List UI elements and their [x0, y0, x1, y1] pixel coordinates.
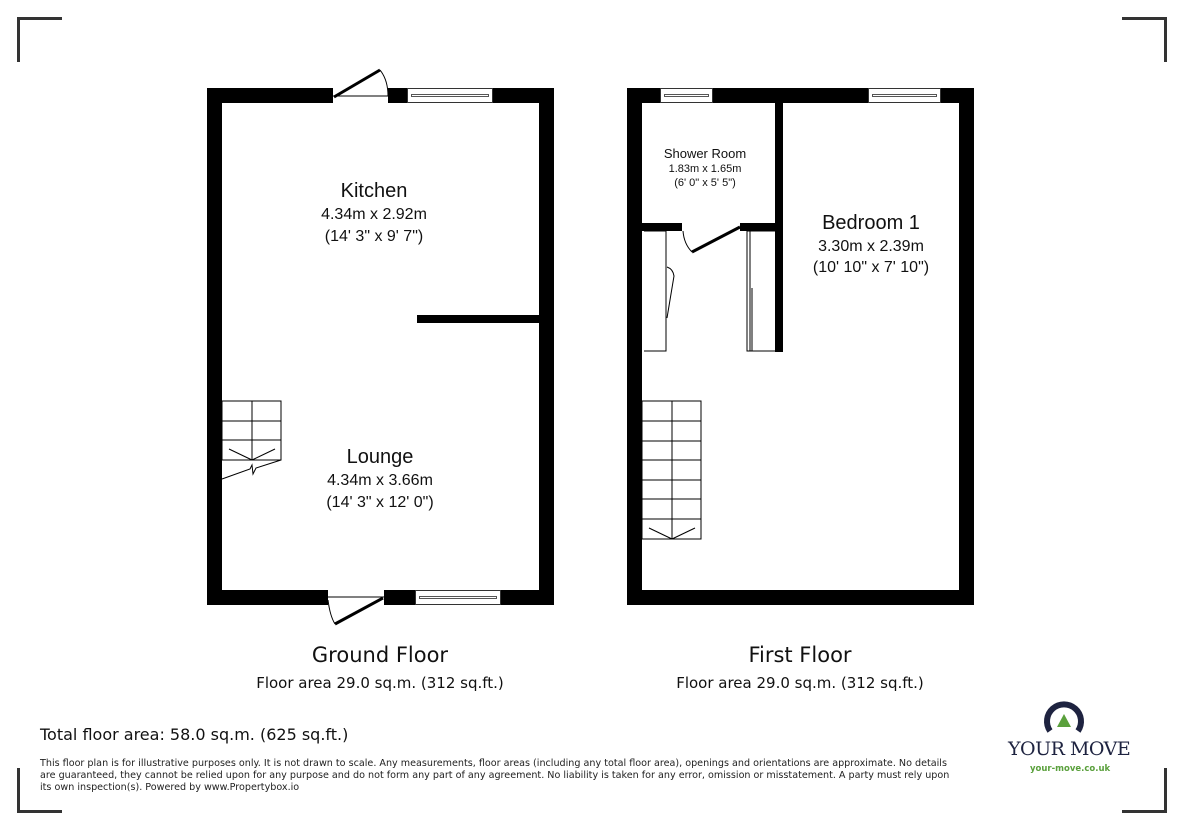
- wall: [627, 590, 974, 605]
- floor-area-first: Floor area 29.0 sq.m. (312 sq.ft.): [676, 674, 924, 692]
- partition-wall: [642, 223, 682, 231]
- room-name-kitchen: Kitchen: [340, 180, 408, 202]
- floor-title-first: First Floor: [748, 643, 852, 667]
- wall: [627, 88, 642, 605]
- room-dimensions-metric: 4.34m x 3.66m: [327, 472, 433, 489]
- wall: [713, 88, 868, 103]
- door-icon: [683, 227, 740, 252]
- room-dimensions-imperial: (6' 0" x 5' 5"): [674, 177, 736, 189]
- window: [415, 590, 501, 605]
- cupboard-icon: [644, 231, 674, 351]
- staircase-icon: [222, 401, 281, 479]
- window: [868, 88, 941, 103]
- wall: [207, 88, 333, 103]
- staircase-icon: [642, 401, 701, 539]
- wall: [959, 88, 974, 605]
- wall: [539, 88, 554, 605]
- corner-mark-top-left: [17, 17, 62, 62]
- corner-mark-top-right: [1122, 17, 1167, 62]
- room-dimensions-metric: 3.30m x 2.39m: [818, 238, 924, 255]
- floor-area-ground: Floor area 29.0 sq.m. (312 sq.ft.): [256, 674, 504, 692]
- window: [407, 88, 493, 103]
- room-name-shower-room: Shower Room: [663, 146, 747, 161]
- room-name-bedroom-1: Bedroom 1: [822, 212, 920, 234]
- door-icon: [328, 597, 384, 624]
- room-dimensions-imperial: (14' 3" x 9' 7"): [324, 228, 424, 245]
- room-dimensions-imperial: (14' 3" x 12' 0"): [326, 494, 434, 511]
- room-dimensions-metric: 4.34m x 2.92m: [321, 206, 427, 223]
- total-floor-area: Total floor area: 58.0 sq.m. (625 sq.ft.): [40, 725, 349, 744]
- brand-name: YOUR MOVE: [1008, 738, 1131, 760]
- partition-wall: [740, 223, 775, 231]
- wall: [384, 590, 415, 605]
- wall: [207, 88, 222, 605]
- wall: [388, 88, 407, 103]
- door-icon: [333, 70, 388, 97]
- window: [660, 88, 713, 103]
- room-dimensions-metric: 1.83m x 1.65m: [668, 163, 742, 175]
- room-dimensions-imperial: (10' 10" x 7' 10"): [812, 259, 930, 276]
- room-name-lounge: Lounge: [346, 446, 414, 468]
- partition-wall: [417, 315, 539, 323]
- corner-mark-bottom-right: [1122, 768, 1167, 813]
- your-move-logo-icon: [1047, 704, 1081, 731]
- wall: [501, 590, 554, 605]
- wall: [207, 590, 328, 605]
- brand-url: your-move.co.uk: [1030, 764, 1111, 774]
- floor-title-ground: Ground Floor: [311, 643, 449, 667]
- disclaimer-text: This floor plan is for illustrative purposes only. It is not drawn to scale. Any measurements, floor areas (including any total floor area), openings and orientations are approximate. No details are guaranteed, they cannot be relied upon for any purpose and do not form any part of any agreement. No liability is taken for any error, omission or misstatement. A party must rely upon its own inspection(s). Powered by www.Propertybox.io: [40, 758, 950, 793]
